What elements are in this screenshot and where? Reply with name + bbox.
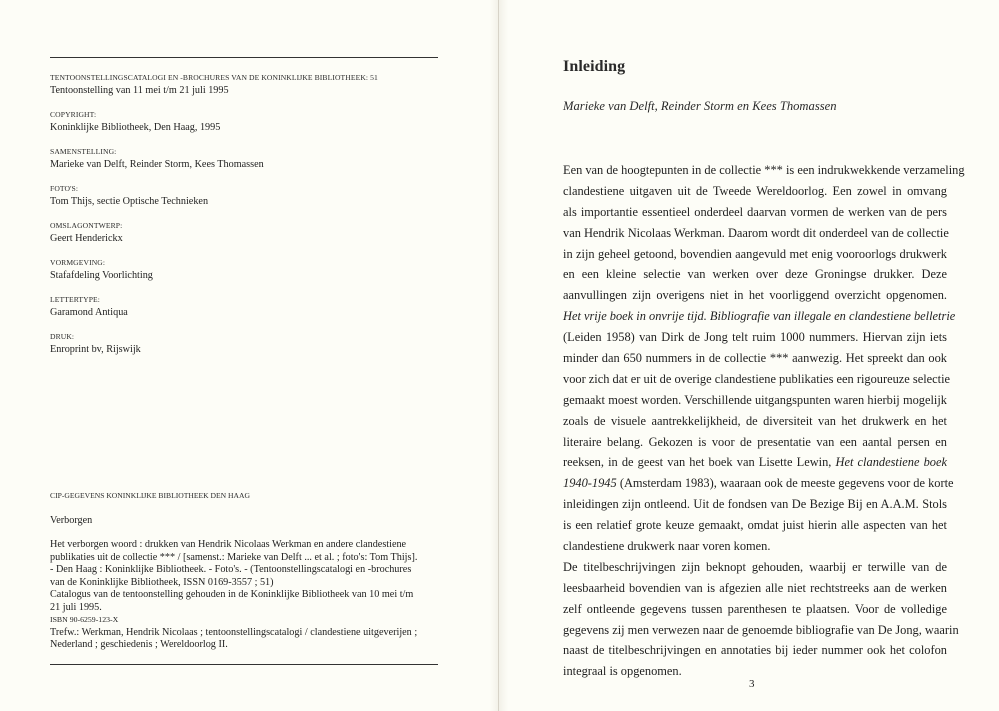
- colophon-value: Tom Thijs, sectie Optische Technieken: [50, 196, 209, 207]
- italic-title: Het vrije boek in onvrije tijd. Bibliografie van illegale en clandestiene belletrie: [563, 309, 956, 324]
- body-text-segment: in zijn geheel getoond, bovendien aangevuld met enig vooroorlogs drukwerk: [563, 246, 947, 261]
- body-line: [563, 327, 947, 348]
- colophon-entry-printer: [50, 331, 438, 356]
- right-page-introduction: [563, 0, 965, 711]
- colophon-entry-cover-design: [50, 220, 438, 245]
- cip-record: [50, 490, 440, 652]
- cip-title: Verborgen: [50, 515, 93, 526]
- body-line: [563, 432, 947, 453]
- cip-keywords-line: Nederland ; geschiedenis ; Wereldoorlog II.: [50, 639, 228, 650]
- page-number: 3: [749, 678, 755, 690]
- colophon-label: DRUK:: [50, 332, 75, 341]
- body-text-segment: gemaakt moest worden. Verschillende uitgangspunten waren hierbij mogelijk: [563, 392, 947, 407]
- spine-shadow: [490, 0, 508, 711]
- body-text-segment: zelf ontleende gegevens tussen parenthesen te plaatsen. Voor de volledige: [563, 601, 947, 616]
- colophon-entry-series: [50, 72, 438, 97]
- body-text-segment: van Hendrik Nicolaas Werkman. Daarom wordt dit onderdeel van de collectie: [563, 225, 949, 240]
- body-text-segment: Een van de hoogtepunten in de collectie *** is een indrukwekkende verzameling: [563, 163, 965, 177]
- body-text-segment: is een relatief grote keuze gemaakt, omdat juist hierin alle aspecten van het: [563, 518, 947, 533]
- colophon-entry-compilation: [50, 146, 438, 171]
- body-line: [563, 452, 947, 473]
- body-line: [563, 599, 947, 620]
- body-line: [563, 285, 947, 306]
- body-text-segment: gegevens zij men verwezen naar de genoemde bibliografie van De Jong, waarin: [563, 622, 959, 637]
- cip-line: van de Koninklijke Bibliotheek, ISSN 0169-3557 ; 51): [50, 576, 274, 588]
- body-line: [563, 306, 956, 327]
- cip-line: 21 juli 1995.: [50, 601, 102, 613]
- cip-line: Het verborgen woord : drukken van Hendrik Nicolaas Werkman en andere clandestiene: [50, 539, 407, 550]
- colophon-label: LETTERTYPE:: [50, 295, 100, 304]
- body-text-segment: De titelbeschrijvingen zijn beknopt gehouden, waarbij er terwille van de: [563, 559, 947, 574]
- body-text-segment: clandestiene uitgaven uit de Tweede Wereldoorlog. Een zowel in omvang: [563, 183, 947, 198]
- body-line: [563, 390, 947, 411]
- body-line: [563, 369, 951, 390]
- body-line: [563, 578, 947, 599]
- book-spine: [498, 0, 499, 711]
- colophon-entry-typeface: [50, 294, 438, 319]
- cip-line: - Den Haag : Koninklijke Bibliotheek. - Foto's. - (Tentoonstellingscatalogi en -brochures: [50, 564, 412, 575]
- body-line: [563, 244, 947, 265]
- body-text-segment: integraal is opgenomen.: [563, 664, 682, 679]
- cip-line: Catalogus van de tentoonstelling gehouden in de Koninklijke Bibliotheek van 10 mei t/m: [50, 589, 414, 600]
- cip-heading: CIP-GEGEVENS KONINKLIJKE BIBLIOTHEEK DEN HAAG: [50, 491, 250, 500]
- body-text-segment: en een kleine selectie van werken over deze Groningse drukker. Deze: [563, 267, 947, 282]
- left-page-colophon: [50, 0, 438, 711]
- body-text-segment: als importantie essentieel onderdeel daarvan vormen de werken van de pers: [563, 204, 947, 219]
- colophon-entry-copyright: [50, 109, 438, 134]
- colophon-label: FOTO'S:: [50, 184, 79, 193]
- chapter-authors: Marieke van Delft, Reinder Storm en Kees Thomassen: [563, 99, 837, 113]
- body-line: [563, 557, 947, 578]
- body-line: [563, 348, 947, 369]
- body-line: [563, 473, 954, 494]
- italic-title: Het clandestiene boek: [835, 455, 948, 470]
- chapter-title: Inleiding: [563, 58, 626, 75]
- colophon-label: OMSLAGONTWERP:: [50, 221, 123, 230]
- body-text-segment: literaire belang. Gekozen is voor de presentatie van een aantal persen en: [563, 434, 947, 449]
- body-line: [563, 536, 947, 557]
- body-line: [563, 223, 947, 244]
- body-line: [563, 181, 947, 202]
- colophon-label: TENTOONSTELLINGSCATALOGI EN -BROCHURES VAN DE KONINKLIJKE BIBLIOTHEEK: 51: [50, 73, 378, 82]
- body-text-segment: reeksen, in de geest van het boek van Lisette Lewin,: [563, 455, 832, 470]
- colophon-entry-photos: [50, 183, 438, 208]
- colophon-entry-design: [50, 257, 438, 282]
- body-text-segment: (Amsterdam 1983), waaraan ook de meeste gegevens voor de korte: [619, 476, 954, 491]
- body-text-segment: voor zich dat er uit de overige clandestiene publikaties een rigoureuze selectie: [563, 371, 951, 386]
- colophon-value: Koninklijke Bibliotheek, Den Haag, 1995: [50, 122, 221, 133]
- colophon-value: Geert Henderickx: [50, 233, 123, 244]
- body-line: [563, 202, 947, 223]
- body-text-segment: clandestiene drukwerk naar voren komen.: [563, 539, 771, 554]
- body-text-segment: leesbaarheid bovendien van is afgezien alle niet rechtstreeks aan de werken: [563, 580, 947, 595]
- italic-title: 1940-1945: [563, 476, 617, 491]
- colophon-value: Marieke van Delft, Reinder Storm, Kees Thomassen: [50, 159, 264, 170]
- body-line: [563, 620, 959, 641]
- body-line: [563, 264, 947, 285]
- colophon-list: [50, 72, 438, 368]
- body-text-segment: inleidingen zijn ontleend. Uit de fondsen van De Bezige Bij en A.A.M. Stols: [563, 497, 947, 512]
- body-line: [563, 515, 947, 536]
- body-text-segment: minder dan 650 nummers in de collectie *** aanwezig. Het spreekt dan ook: [563, 351, 947, 366]
- body-line: [563, 160, 965, 181]
- colophon-label: VORMGEVING:: [50, 258, 106, 267]
- colophon-label: SAMENSTELLING:: [50, 147, 117, 156]
- colophon-label: COPYRIGHT:: [50, 110, 97, 119]
- body-text-segment: aanvullingen zijn overigens niet in het voorliggend overzicht opgenomen.: [563, 288, 947, 303]
- bottom-rule-divider: [50, 664, 438, 665]
- body-text-segment: zoals de visuele aantrekkelijkheid, de diversiteit van het drukwerk en het: [563, 413, 947, 428]
- body-line: [563, 411, 947, 432]
- body-line: [563, 494, 947, 515]
- body-text-segment: naast de titelbeschrijvingen en annotaties bij ieder nummer ook het colofon: [563, 643, 947, 658]
- cip-description: [50, 539, 440, 652]
- top-rule-divider: [50, 57, 438, 58]
- colophon-value: Tentoonstelling van 11 mei t/m 21 juli 1995: [50, 85, 229, 96]
- body-text-segment: (Leiden 1958) van Dirk de Jong telt ruim 1000 nummers. Hiervan zijn iets: [563, 330, 947, 345]
- colophon-value: Enroprint bv, Rijswijk: [50, 344, 141, 355]
- colophon-value: Garamond Antiqua: [50, 307, 128, 318]
- body-line: [563, 640, 947, 661]
- cip-isbn: ISBN 90-6259-123-X: [50, 615, 119, 624]
- colophon-value: Stafafdeling Voorlichting: [50, 270, 153, 281]
- cip-keywords-line: Trefw.: Werkman, Hendrik Nicolaas ; tentoonstellingscatalogi / clandestiene uitgeverijen ;: [50, 626, 418, 638]
- cip-line: publikaties uit de collectie *** / [samenst.: Marieke van Delft ... et al. ; foto's: Tom Thijs].: [50, 551, 418, 563]
- body-line: [563, 661, 947, 682]
- introduction-body: [563, 160, 965, 682]
